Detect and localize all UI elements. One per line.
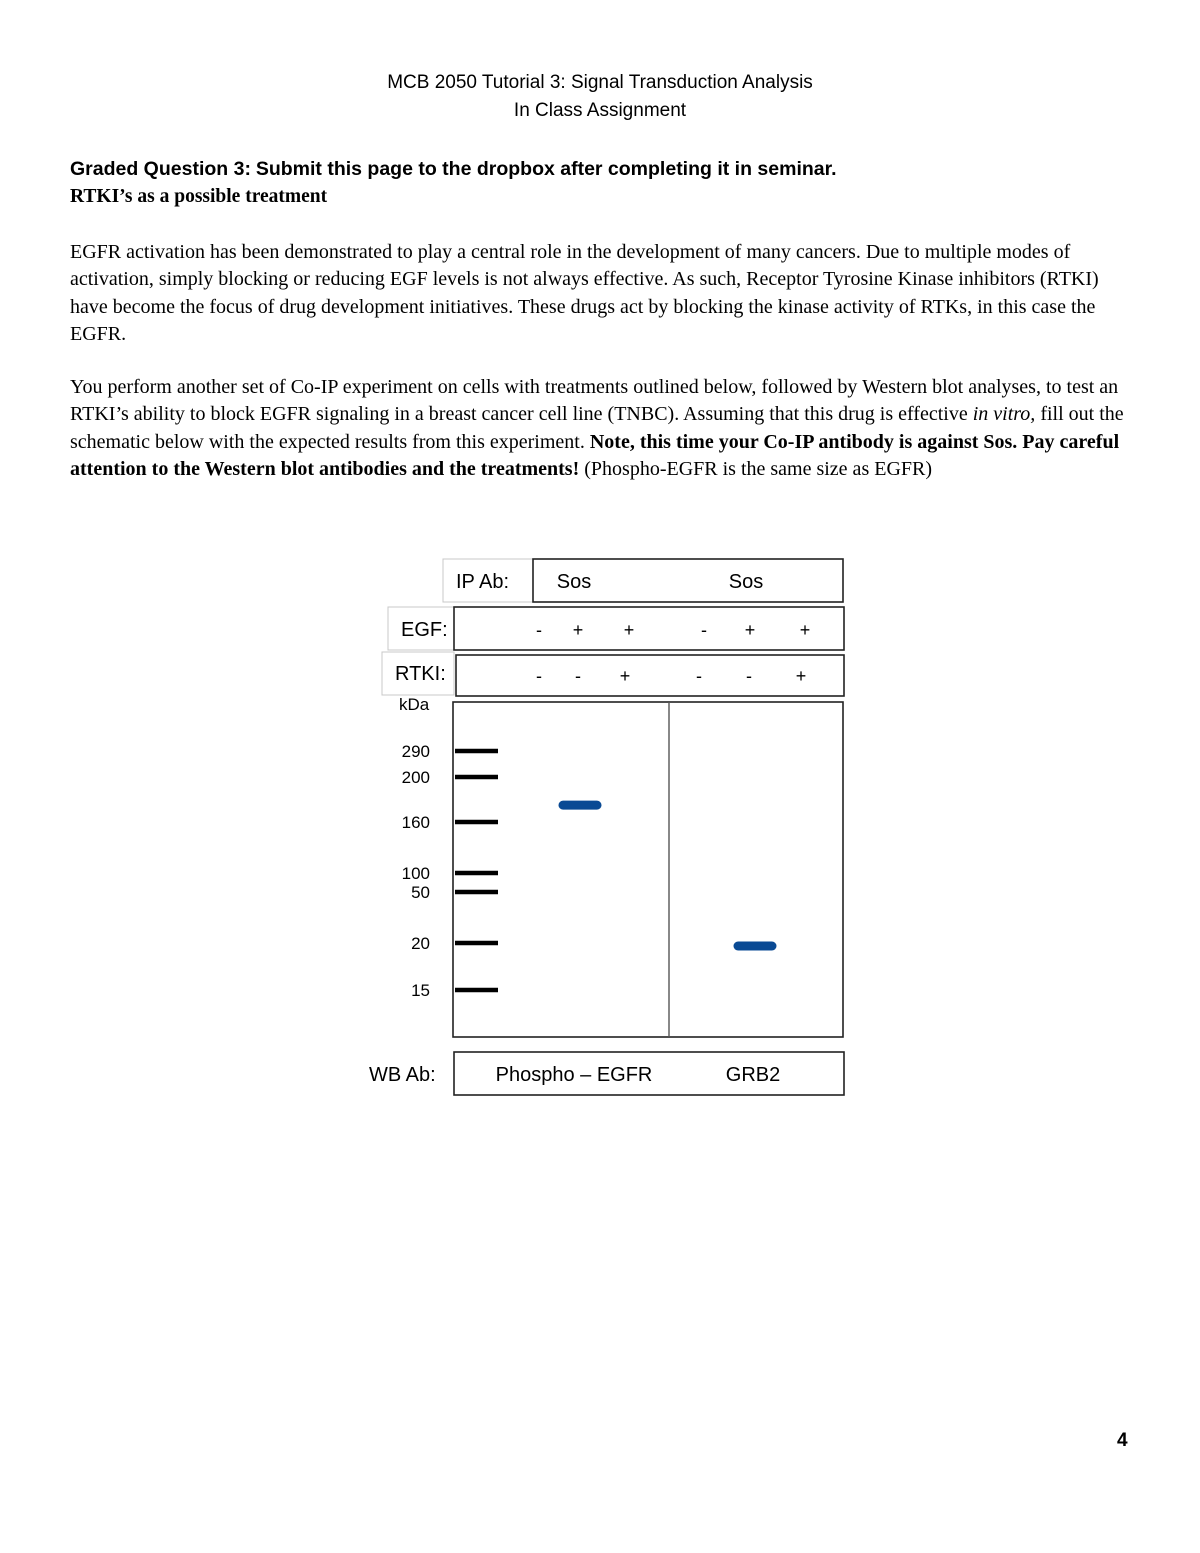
page-number: 4 — [1117, 1430, 1128, 1451]
egf-label: EGF: — [401, 619, 448, 641]
egf-box — [454, 607, 844, 650]
wb-left-label: Phospho – EGFR — [495, 1064, 653, 1086]
egf-sign-lane-4: - — [701, 620, 707, 640]
ladder-label-290: 290 — [401, 742, 430, 761]
document-subtitle: In Class Assignment — [513, 100, 687, 121]
blot-frame — [453, 702, 843, 1037]
task-text-2: fill out the schematic below with the expected results from this experiment. — [70, 403, 1124, 453]
question-subheading: RTKI’s as a possible treatment — [70, 186, 328, 207]
ladder-label-20: 20 — [411, 934, 430, 953]
document-title: MCB 2050 Tutorial 3: Signal Transduction Analysis — [387, 72, 813, 93]
ladder-label-50: 50 — [411, 883, 430, 902]
rtki-sign-lane-6: + — [795, 666, 807, 686]
rtki-sign-lane-3: + — [619, 666, 631, 686]
rtki-label: RTKI: — [395, 663, 446, 685]
question-label: Graded Question 3: — [70, 158, 251, 180]
question-instruction: Submit this page to the dropbox after completing it in seminar. — [255, 158, 837, 180]
ladder-label-200: 200 — [401, 768, 430, 787]
task-text-1: You perform another set of Co-IP experiment on cells with treatments outlined below, followed by Western blot analyses, to test an RTKI’s ability to block EGFR signaling in a breast cancer cell line (TNBC). Assuming that this drug is effective — [70, 376, 1119, 426]
rtki-sign-lane-5: - — [746, 666, 752, 686]
ladder-label-160: 160 — [401, 813, 430, 832]
bands — [563, 805, 772, 946]
task-note: Note, this time your Co-IP antibody is against Sos. Pay careful attention to the Western blot antibodies and the treatments! — [70, 430, 1120, 480]
egf-signs — [536, 620, 810, 640]
task-italic: in vitro, — [972, 403, 1036, 426]
intro-paragraph: EGFR activation has been demonstrated to play a central role in the development of many cancers. Due to multiple modes of activation, simply blocking or reducing EGF levels is not always effective. As such, Receptor Tyrosine Kinase inhibitors (RTKI) have become the focus of drug development initiatives. These drugs act by blocking the kinase activity of RTKs, in this case the EGFR. — [70, 241, 1099, 345]
kda-label: kDa — [399, 695, 430, 714]
ip-label: IP Ab: — [456, 571, 510, 593]
rtki-signs — [536, 666, 806, 686]
egf-sign-lane-6: + — [799, 620, 811, 640]
ladder-label-15: 15 — [411, 981, 430, 1000]
egf-sign-lane-5: + — [744, 620, 756, 640]
wb-right-label: GRB2 — [725, 1064, 781, 1086]
wb-label: WB Ab: — [369, 1064, 436, 1086]
rtki-box — [456, 655, 844, 696]
ladder — [402, 742, 498, 1000]
task-text-3: (Phospho-EGFR is the same size as EGFR) — [579, 457, 933, 480]
egf-sign-lane-1: - — [536, 620, 542, 640]
rtki-sign-lane-2: - — [575, 666, 581, 686]
egf-sign-lane-3: + — [623, 620, 635, 640]
ip-right-label: Sos — [728, 571, 764, 593]
rtki-sign-lane-1: - — [536, 666, 542, 686]
ladder-label-100: 100 — [401, 864, 430, 883]
ip-left-label: Sos — [556, 571, 592, 593]
egf-sign-lane-2: + — [572, 620, 584, 640]
rtki-sign-lane-4: - — [696, 666, 702, 686]
